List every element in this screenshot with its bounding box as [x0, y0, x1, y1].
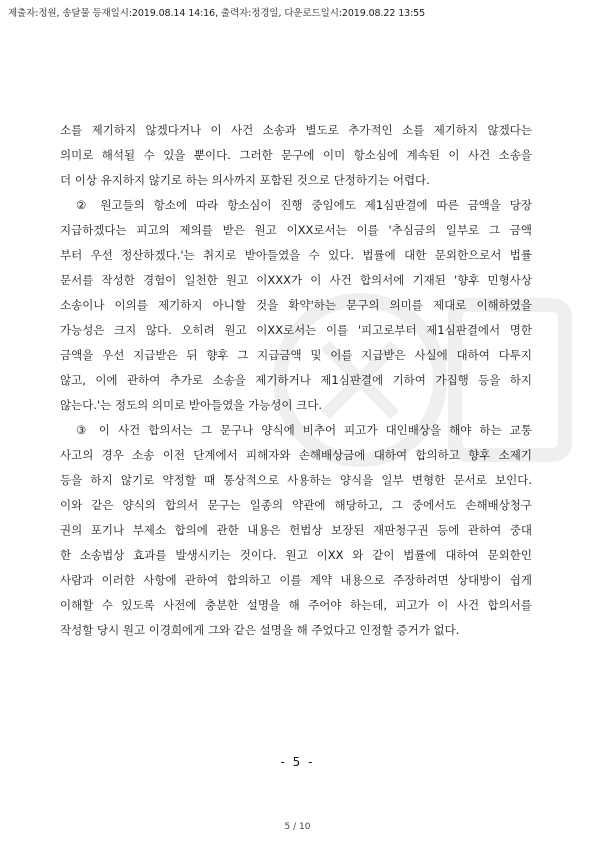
- document-body: [60, 118, 532, 643]
- text-line: 지급하겠다는 피고의 제의를 받은 원고 이XX로서는 이를 '추심금의 일부로 그 금액: [60, 223, 532, 237]
- text-line: ③ 이 사건 합의서는 그 문구나 양식에 비추어 피고가 대인배상을 해야 하는 교통: [76, 423, 532, 437]
- text-line: ② 원고들의 항소에 따라 항소심이 진행 중임에도 제1심판결에 따른 금액을 당장: [76, 198, 532, 212]
- paragraph-2: [60, 193, 532, 418]
- text-line: 한 소송법상 효과를 발생시키는 것이다. 원고 이XX 와 같이 법률에 대하여 문외한인: [60, 548, 532, 562]
- page-number: - 5 -: [280, 755, 315, 769]
- text-line: 등을 하지 않기로 약정할 때 통상적으로 사용하는 양식을 일부 변형한 문서로 보인다.: [60, 473, 532, 487]
- text-line: 더 이상 유지하지 않기로 하는 의사까지 포함된 것으로 단정하기는 어렵다.: [60, 173, 430, 187]
- text-line: 이와 같은 양식의 합의서 문구는 일종의 약관에 해당하고, 그 중에서도 손해배상청구: [60, 498, 532, 512]
- paragraph-3: [60, 418, 532, 643]
- text-line: 문서를 작성한 경험이 일천한 원고 이XXX가 이 사건 합의서에 기재된 '향후 민형사상: [60, 273, 532, 287]
- text-line: 부터 우선 정산하겠다.'는 취지로 받아들였을 수 있다. 법률에 대한 문외한으로서 법률: [60, 248, 532, 262]
- text-line: 않고, 이에 관하여 추가로 소송을 제기하거나 제1심판결에 기하여 가집행 등을 하지: [60, 373, 532, 387]
- text-line: 사고의 경우 소송 이전 단계에서 피해자와 손해배상금에 대하여 합의하고 향후 소제기: [60, 448, 532, 462]
- text-line: 소송이나 이의를 제기하지 아니할 것을 확약'하는 문구의 의미를 제대로 이해하였을: [60, 298, 532, 312]
- text-line: 작성할 당시 원고 이경희에게 그와 같은 설명을 해 주었다고 인정할 증거가 없다.: [60, 623, 460, 637]
- text-line: 의미로 해석될 수 있을 뿐이다. 그러한 문구에 이미 항소심에 계속된 이 사건 소송을: [60, 148, 532, 162]
- document-header: 제출자:정원, 송달물 등재일시:2019.08.14 14:16, 출력자:정경일, 다운로드일시:2019.08.22 13:55: [8, 8, 426, 19]
- text-line: 소를 제기하지 않겠다거나 이 사건 소송과 별도로 추가적인 소를 제기하지 않겠다는: [60, 123, 532, 137]
- text-line: 가능성은 크지 않다. 오히려 원고 이XX로서는 이를 '피고로부터 제1심판결에서 명한: [60, 323, 532, 337]
- text-line: 않는다.'는 정도의 의미로 받아들였을 가능성이 크다.: [60, 398, 323, 412]
- text-line: 권의 포기나 부제소 합의에 관한 내용은 헌법상 보장된 재판청구권 등에 관하여 중대: [60, 523, 532, 537]
- text-line: 이해할 수 있도록 사전에 충분한 설명을 해 주어야 하는데, 피고가 이 사건 합의서를: [60, 598, 532, 612]
- text-line: 금액을 우선 지급받은 뒤 향후 그 지급금액 및 이를 지급받은 사실에 대하여 다투지: [60, 348, 532, 362]
- paragraph-1: [60, 118, 532, 193]
- page-footer: 5 / 10: [284, 822, 311, 832]
- text-line: 사람과 이러한 사항에 관하여 합의하고 이를 계약 내용으로 주장하려면 상대방이 쉽게: [60, 573, 532, 587]
